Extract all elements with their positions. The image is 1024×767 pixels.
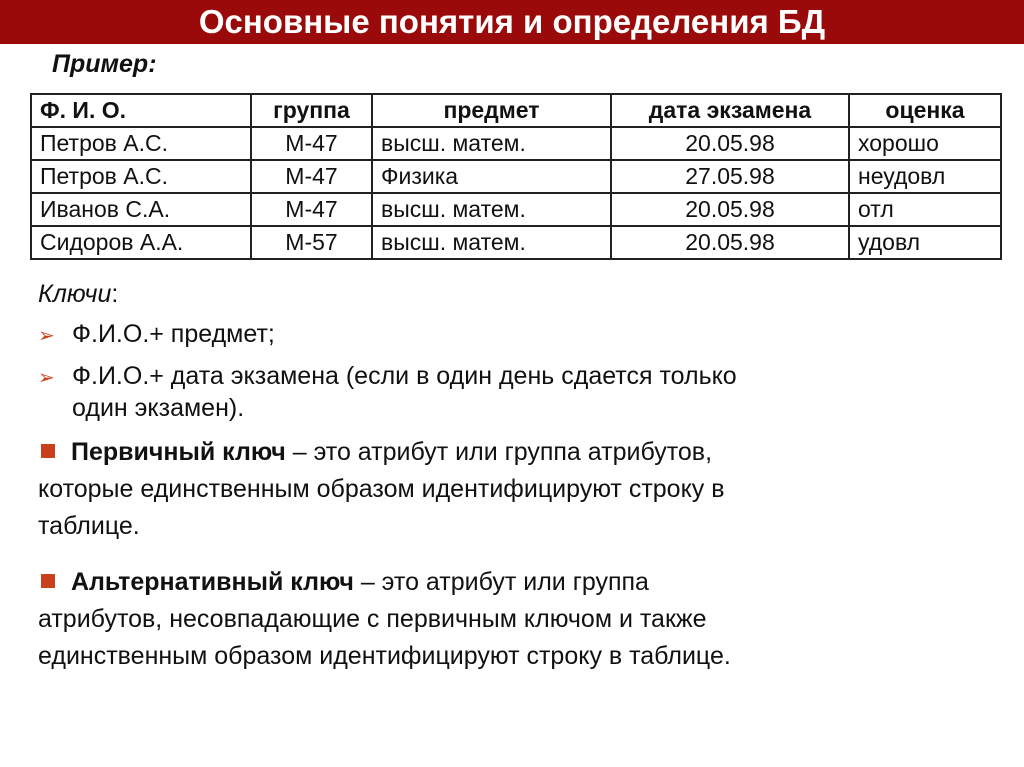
cell: Физика	[372, 160, 611, 193]
col-grade: оценка	[849, 94, 1001, 127]
cell: М-47	[251, 193, 372, 226]
col-fio: Ф. И. О.	[31, 94, 251, 127]
table-header-row	[31, 94, 1001, 127]
cell: М-47	[251, 160, 372, 193]
arrow-bullet-icon: ➢	[38, 325, 55, 347]
cell: Петров А.С.	[31, 160, 251, 193]
keys-heading: Ключи:	[38, 280, 119, 308]
primary-key-definition	[38, 434, 998, 545]
alternative-key-definition	[38, 564, 998, 675]
keys-label: Ключи	[38, 280, 112, 308]
cell: Иванов С.А.	[31, 193, 251, 226]
cell: неудовл	[849, 160, 1001, 193]
table-row	[31, 226, 1001, 259]
alternative-key-text: – это атрибут или группа	[353, 568, 649, 596]
key-item	[38, 316, 275, 355]
slide-title: Основные понятия и определения БД	[0, 0, 1024, 44]
cell: Сидоров А.А.	[31, 226, 251, 259]
alternative-key-term: Альтернативный ключ	[71, 568, 354, 596]
arrow-bullet-icon: ➢	[38, 367, 55, 389]
cell: высш. матем.	[372, 193, 611, 226]
primary-key-text: – это атрибут или группа атрибутов,	[285, 438, 713, 466]
primary-key-text: таблице.	[38, 512, 140, 540]
cell: хорошо	[849, 127, 1001, 160]
key-text: Ф.И.О.+ дата экзамена (если в один день сдается только	[72, 362, 737, 390]
primary-key-term: Первичный ключ	[71, 438, 286, 466]
square-bullet-icon	[41, 574, 55, 588]
square-bullet-icon	[41, 444, 55, 458]
col-group: группа	[251, 94, 372, 127]
key-item-cont: один экзамен).	[72, 394, 245, 422]
alternative-key-text: атрибутов, несовпадающие с первичным ключом и также	[38, 605, 707, 633]
col-date: дата экзамена	[611, 94, 849, 127]
cell: высш. матем.	[372, 127, 611, 160]
cell: отл	[849, 193, 1001, 226]
col-subject: предмет	[372, 94, 611, 127]
alternative-key-text: единственным образом идентифицируют строку в таблице.	[38, 642, 731, 670]
cell: 27.05.98	[611, 160, 849, 193]
exam-table	[30, 93, 1002, 260]
cell: 20.05.98	[611, 193, 849, 226]
cell: удовл	[849, 226, 1001, 259]
cell: 20.05.98	[611, 127, 849, 160]
key-text: Ф.И.О.+ предмет;	[72, 320, 275, 348]
table-row	[31, 193, 1001, 226]
primary-key-text: которые единственным образом идентифицируют строку в	[38, 475, 725, 503]
cell: М-57	[251, 226, 372, 259]
cell: Петров А.С.	[31, 127, 251, 160]
cell: М-47	[251, 127, 372, 160]
cell: 20.05.98	[611, 226, 849, 259]
table-row	[31, 160, 1001, 193]
table-row	[31, 127, 1001, 160]
cell: высш. матем.	[372, 226, 611, 259]
example-label: Пример:	[52, 50, 157, 78]
